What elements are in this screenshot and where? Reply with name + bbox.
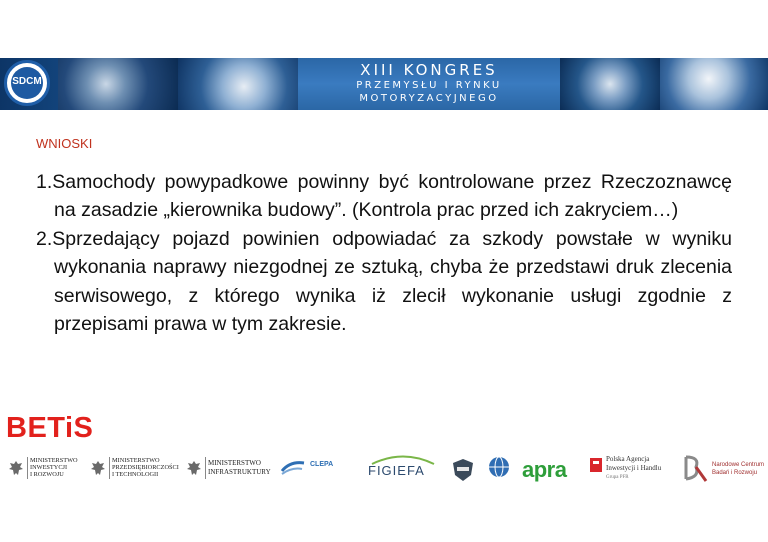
ministry-investment-logo [8,449,86,493]
ministry-entrepreneurship-logo [90,449,182,493]
header-banner [0,58,768,110]
ncbr-monogram-icon [682,453,710,483]
apra-text: apra [522,457,567,482]
ministry-separator [109,457,110,479]
eagle-emblem-icon [8,459,24,479]
clepa-logo [280,449,348,493]
banner-title-block [298,58,560,110]
banner-title-line1: XIII KONGRES [360,61,498,79]
banner-photo-gear [560,58,660,110]
ministry-separator [205,457,206,479]
banner-title-line2: PRZEMYSŁU I RYNKU [356,80,502,91]
conclusions-list [36,168,732,338]
section-title: WNIOSKI [36,136,93,151]
eagle-emblem-icon [186,459,202,479]
globe-network-logo [486,449,512,493]
clepa-swoosh-icon [280,459,306,477]
shield-badge-logo [452,449,476,493]
banner-photo-engine [58,58,178,110]
banner-photo-parts [178,58,298,110]
ministry-infrastructure-text: MINISTERSTWO INFRASTRUKTURY [208,459,271,476]
figiefa-logo [368,449,440,493]
betis-logo: BETiS [6,412,94,444]
ministry-infrastructure-logo [186,449,272,493]
globe-icon [488,456,510,478]
figiefa-text: FIGIEFA [368,463,425,478]
ncbr-text: Narodowe Centrum Badań i Rozwoju [712,462,765,476]
sdcm-logo-text: SDCM [12,76,42,87]
conclusion-item-1: 1.Samochody powypadkowe powinny być kontrolowane przez Rzeczoznawcę na zasadzie „kierownika budowy”. (Kontrola prac przed ich zakryciem…) [36,171,732,222]
shield-icon [452,458,474,482]
banner-title-line3: MOTORYZACYJNEGO [359,93,499,104]
banner-photo-wheel [660,58,768,110]
pai-text: Polska Agencja Inwestycji i Handlu Grupa PFR [606,455,662,480]
ministry-separator [27,457,28,479]
eagle-emblem-icon [90,459,106,479]
ministry-investment-text: MINISTERSTWO INWESTYCJI I ROZWOJU [30,457,78,479]
pai-flag-icon [590,458,602,472]
pai-logo [590,449,676,493]
clepa-text: CLEPA [310,461,334,468]
sponsor-logos [0,449,768,493]
conclusion-item-2: 2.Sprzedający pojazd powinien odpowiadać za szkody powstałe w wyniku wykonania naprawy niezgodnej ze sztuką, chyba że przedstawi druk zlecenia serwisowego, z którego wynika iż zlecił wykonanie usługi zgodnie z przepisami prawa w tym zakresie. [36,227,732,336]
ncbr-logo [682,449,766,493]
sdcm-logo [4,60,50,106]
apra-logo [522,449,578,493]
ministry-entrepreneurship-text: MINISTERSTWO PRZEDSIĘBIORCZOŚCI I TECHNOLOGII [112,457,179,479]
